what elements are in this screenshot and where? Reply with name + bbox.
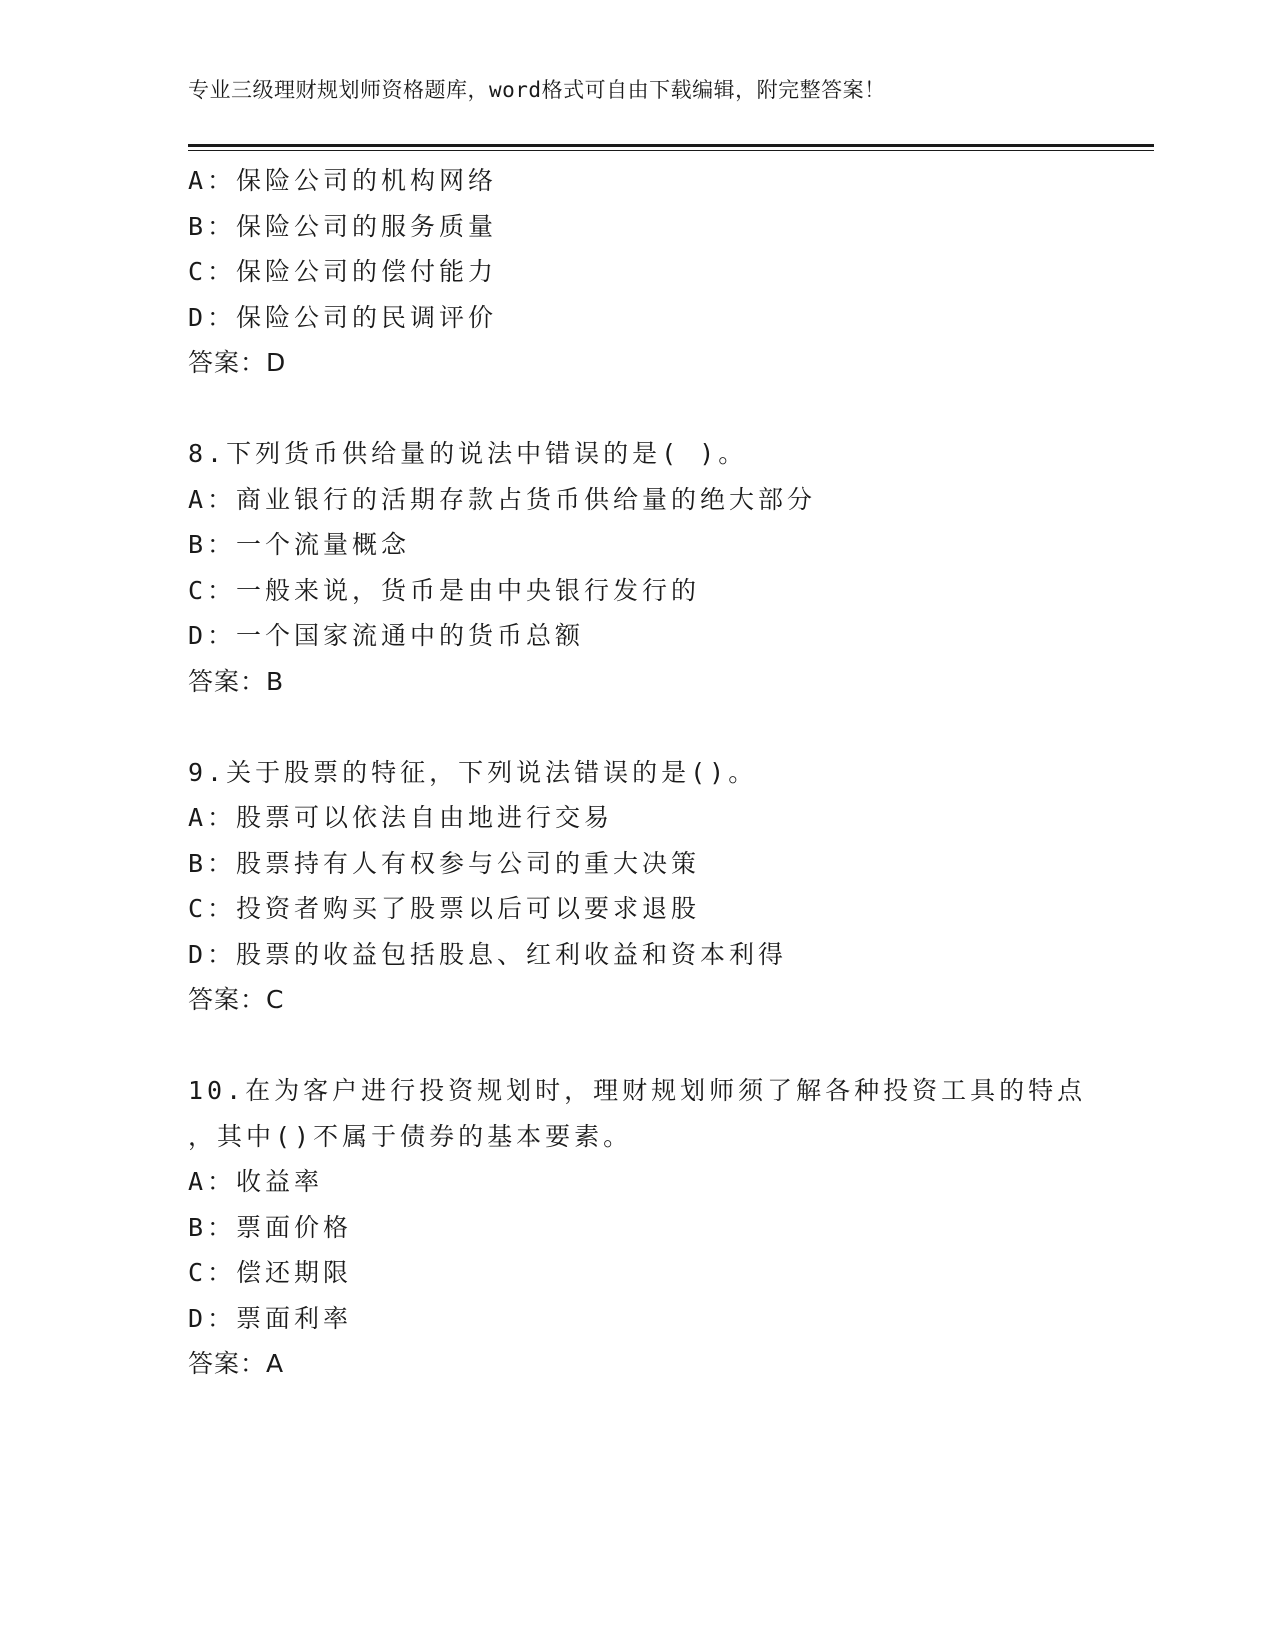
option-b: B：一个流量概念 [188, 530, 411, 559]
option-d: D：票面利率 [188, 1303, 353, 1333]
header-rule-thin [188, 150, 1154, 151]
option-c: C：一般来说，货币是由中央银行发行的 [188, 575, 701, 605]
spacer [188, 1023, 1154, 1069]
header-rule-thick [188, 144, 1154, 147]
answer: 答案：B [188, 666, 285, 696]
page-header: 专业三级理财规划师资格题库，word格式可自由下载编辑，附完整答案！ [188, 78, 886, 102]
question-7 [188, 158, 1154, 386]
option-b: B：股票持有人有权参与公司的重大决策 [188, 848, 701, 878]
option-a: A：股票可以依法自由地进行交易 [188, 803, 614, 832]
option-c: C：保险公司的偿付能力 [188, 257, 498, 286]
option-a: A：商业银行的活期存款占货币供给量的绝大部分 [188, 484, 817, 514]
option-b: B：票面价格 [188, 1212, 353, 1242]
question-text: 9.关于股票的特征，下列说法错误的是()。 [188, 757, 758, 787]
question-text-line-1: 10.在为客户进行投资规划时，理财规划师须了解各种投资工具的特点 [188, 1076, 1087, 1105]
option-a: A：保险公司的机构网络 [188, 166, 498, 195]
answer: 答案：D [188, 348, 287, 377]
option-c: C：偿还期限 [188, 1258, 353, 1287]
question-list [188, 158, 1154, 1387]
spacer [188, 704, 1154, 750]
option-d: D：保险公司的民调评价 [188, 302, 498, 332]
option-a: A：收益率 [188, 1167, 324, 1196]
question-8 [188, 431, 1154, 704]
option-c: C：投资者购买了股票以后可以要求退股 [188, 894, 701, 923]
question-10 [188, 1068, 1154, 1387]
question-text-line-2: ，其中()不属于债券的基本要素。 [188, 1121, 633, 1151]
option-d: D：一个国家流通中的货币总额 [188, 621, 585, 650]
option-b: B：保险公司的服务质量 [188, 211, 498, 241]
answer: 答案：A [188, 1349, 285, 1378]
question-text: 8.下列货币供给量的说法中错误的是( )。 [188, 439, 748, 468]
spacer [188, 386, 1154, 432]
question-9 [188, 750, 1154, 1023]
option-d: D：股票的收益包括股息、红利收益和资本利得 [188, 939, 788, 969]
answer: 答案：C [188, 985, 285, 1014]
